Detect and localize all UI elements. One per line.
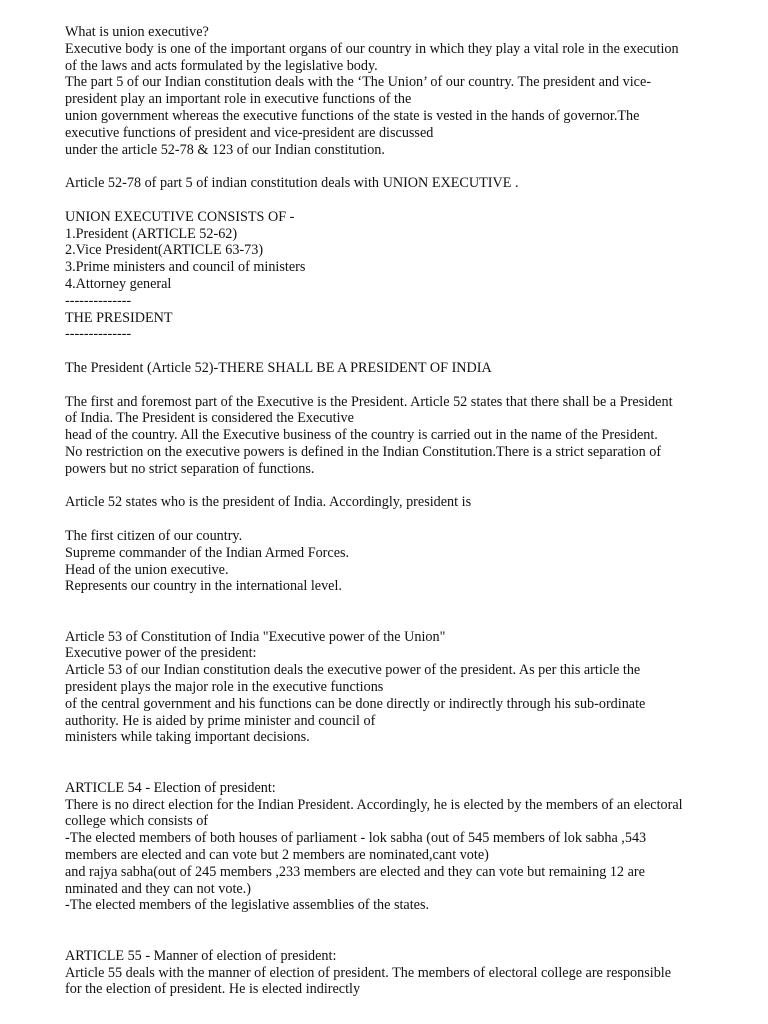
paragraph-article-53 [65, 629, 755, 747]
text-line: ARTICLE 55 - Manner of election of president: [65, 947, 337, 964]
text-line: nminated and they can not vote.) [65, 880, 251, 897]
list-item: 3.Prime ministers and council of ministers [65, 259, 306, 276]
president-roles-list [65, 528, 755, 595]
text-line: members are elected and can vote but 2 members are nominated,cant vote) [65, 847, 489, 864]
list-heading: UNION EXECUTIVE CONSISTS OF - [65, 208, 295, 225]
list-item: Head of the union executive. [65, 561, 229, 578]
text-line: Executive power of the president: [65, 645, 257, 662]
text-line: The first and foremost part of the Executive is the President. Article 52 states that there shall be a President [65, 393, 673, 410]
text-line: -The elected members of both houses of parliament - lok sabha (out of 545 members of lok sabha ,543 [65, 830, 647, 847]
section-heading-president: THE PRESIDENT [65, 309, 173, 326]
document-page [65, 24, 755, 998]
divider-text: -------------- [65, 292, 132, 309]
text-line: authority. He is aided by prime minister and council of [65, 712, 376, 729]
list-item: Supreme commander of the Indian Armed Forces. [65, 544, 350, 561]
text-line: Article 53 of Constitution of India "Executive power of the Union" [65, 628, 446, 645]
text-line: -The elected members of the legislative assemblies of the states. [65, 897, 430, 914]
text-line: president play an important role in executive functions of the [65, 91, 412, 108]
paragraph-article-54 [65, 780, 755, 914]
paragraph-union-executive-intro [65, 24, 755, 158]
text-line: executive functions of president and vice-president are discussed [65, 124, 434, 141]
text-line: Article 53 of our Indian constitution deals the executive power of the president. As per this article the [65, 662, 641, 679]
text-line: of India. The President is considered the Executive [65, 410, 354, 427]
text-line: president plays the major role in the executive functions [65, 679, 384, 696]
text-line: Article 55 deals with the manner of election of president. The members of electoral college are responsible [65, 964, 672, 981]
text-line: under the article 52-78 & 123 of our Indian constitution. [65, 141, 385, 158]
text-line: Article 52-78 of part 5 of indian constitution deals with UNION EXECUTIVE . [65, 175, 519, 192]
paragraph-article-55 [65, 948, 755, 998]
text-line: The President (Article 52)-THERE SHALL BE A PRESIDENT OF INDIA [65, 359, 492, 376]
text-line: head of the country. All the Executive business of the country is carried out in the name of the President. [65, 427, 658, 444]
union-executive-list [65, 209, 755, 343]
text-line: and rajya sabha(out of 245 members ,233 members are elected and they can vote but remaining 12 are [65, 863, 645, 880]
paragraph-article-52-states [65, 494, 755, 511]
text-line: for the election of president. He is elected indirectly [65, 981, 361, 998]
list-item: 4.Attorney general [65, 275, 172, 292]
list-item: 1.President (ARTICLE 52-62) [65, 225, 238, 242]
text-line: What is union executive? [65, 24, 209, 40]
list-item: Represents our country in the international level. [65, 578, 342, 595]
list-item: The first citizen of our country. [65, 527, 243, 544]
text-line: powers but no strict separation of functions. [65, 460, 315, 477]
text-line: union government whereas the executive functions of the state is vested in the hands of governor.The [65, 107, 640, 124]
text-line: Article 52 states who is the president of India. Accordingly, president is [65, 494, 472, 511]
paragraph-article-52-heading [65, 360, 755, 377]
paragraph-article-52-78 [65, 175, 755, 192]
text-line: of the central government and his functions can be done directly or indirectly through his sub-ordinate [65, 695, 646, 712]
divider-text: -------------- [65, 326, 132, 343]
text-line: of the laws and acts formulated by the legislative body. [65, 57, 378, 74]
text-line: No restriction on the executive powers is defined in the Indian Constitution.There is a strict separation of [65, 443, 662, 460]
paragraph-president-executive [65, 394, 755, 478]
text-line: There is no direct election for the Indian President. Accordingly, he is elected by the members of an electoral [65, 796, 683, 813]
text-line: The part 5 of our Indian constitution deals with the ‘The Union’ of our country. The president and vice- [65, 74, 651, 91]
text-line: Executive body is one of the important organs of our country in which they play a vital role in the execution [65, 40, 679, 57]
text-line: college which consists of [65, 813, 209, 830]
list-item: 2.Vice President(ARTICLE 63-73) [65, 242, 264, 259]
text-line: ARTICLE 54 - Election of president: [65, 779, 276, 796]
text-line: ministers while taking important decisions. [65, 729, 310, 746]
